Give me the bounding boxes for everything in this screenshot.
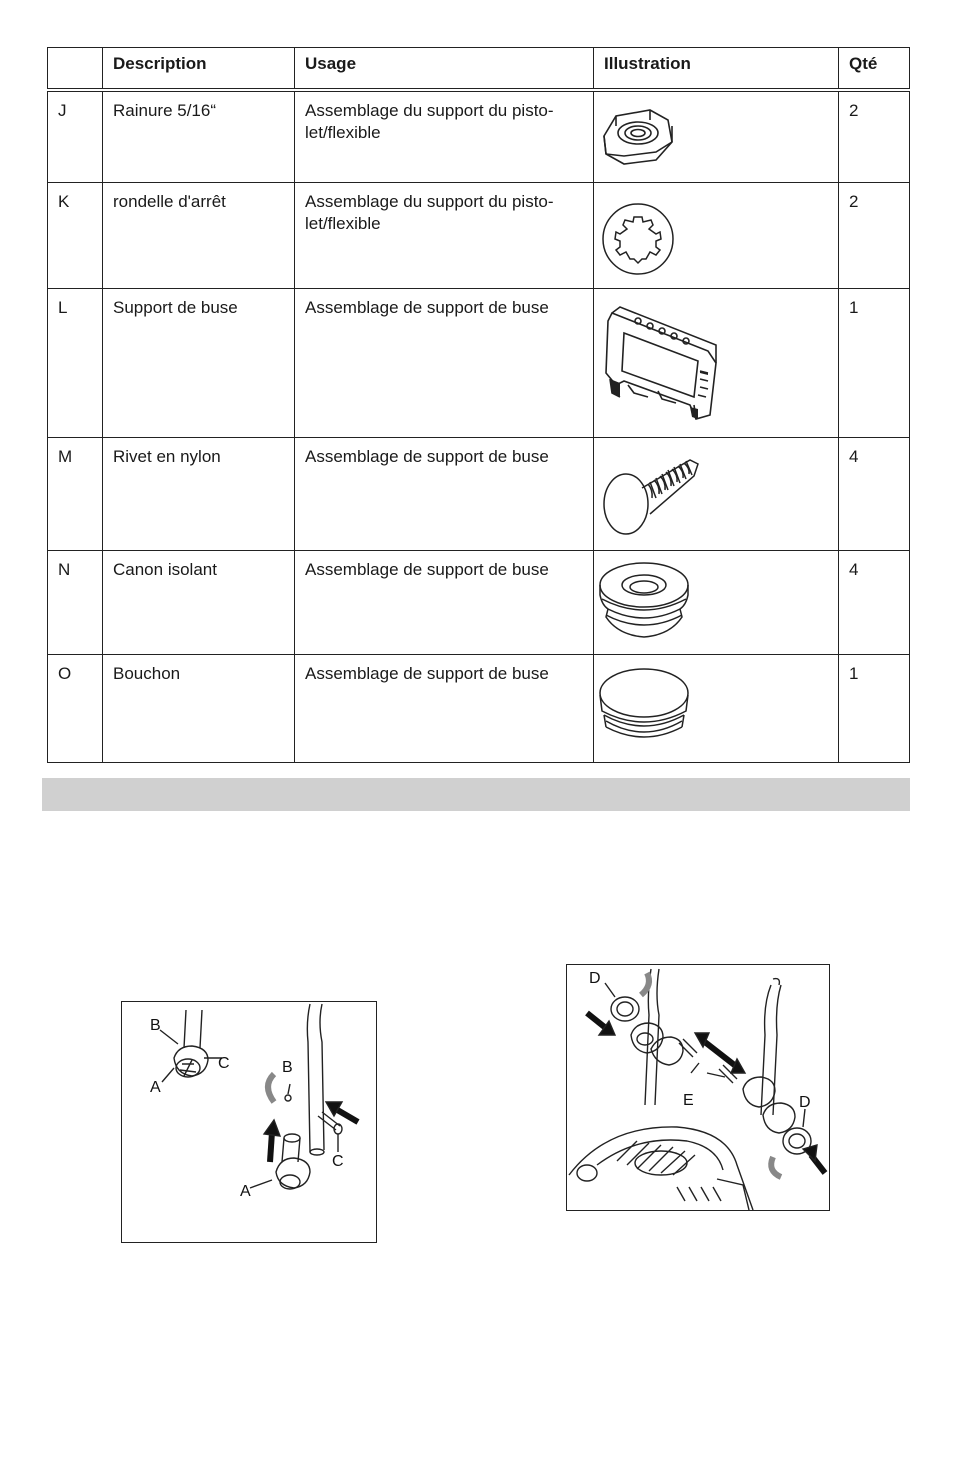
label-e: E [683, 1092, 694, 1109]
row-usage: Assemblage du support du pisto-let/flexible [295, 182, 594, 288]
assembly-figure-handle [121, 1001, 377, 1243]
label-b-mid: B [282, 1059, 293, 1076]
label-c-top: C [218, 1055, 230, 1072]
row-qty: 2 [839, 90, 910, 182]
row-description: Bouchon [103, 654, 295, 762]
nozzle-holder-icon [598, 293, 834, 433]
table-row [48, 654, 910, 762]
hex-nut-icon [598, 96, 834, 180]
section-heading-bar [42, 778, 910, 811]
row-letter: N [48, 550, 103, 654]
nylon-rivet-icon [598, 442, 834, 546]
row-letter: L [48, 288, 103, 437]
table-row [48, 182, 910, 288]
header-letter [48, 48, 103, 91]
row-description: Rainure 5/16“ [103, 90, 295, 182]
header-qty: Qté [839, 48, 910, 91]
row-qty: 4 [839, 437, 910, 550]
row-letter: M [48, 437, 103, 550]
row-illustration [594, 654, 839, 762]
assembly-figure-knob [566, 964, 830, 1211]
header-description: Description [103, 48, 295, 91]
table-header-row [48, 48, 910, 91]
row-usage: Assemblage de support de buse [295, 550, 594, 654]
header-illustration: Illustration [594, 48, 839, 91]
table-row [48, 288, 910, 437]
row-illustration [594, 437, 839, 550]
row-illustration [594, 550, 839, 654]
row-qty: 1 [839, 288, 910, 437]
grommet-icon [598, 555, 834, 651]
row-description: Rivet en nylon [103, 437, 295, 550]
row-illustration [594, 288, 839, 437]
label-c-mid: C [332, 1153, 344, 1170]
end-cap-icon [598, 659, 834, 759]
row-illustration [594, 182, 839, 288]
row-usage: Assemblage de support de buse [295, 288, 594, 437]
row-description: Canon isolant [103, 550, 295, 654]
row-description: rondelle d'arrêt [103, 182, 295, 288]
knob-assembly-drawing [567, 965, 829, 1210]
row-usage: Assemblage du support du pisto-let/flexible [295, 90, 594, 182]
row-letter: O [48, 654, 103, 762]
label-d-top: D [589, 970, 601, 987]
row-illustration [594, 90, 839, 182]
label-a-bottom: A [240, 1183, 251, 1200]
row-qty: 4 [839, 550, 910, 654]
row-qty: 1 [839, 654, 910, 762]
row-letter: K [48, 182, 103, 288]
header-usage: Usage [295, 48, 594, 91]
table-row [48, 550, 910, 654]
label-b-top: B [150, 1017, 161, 1034]
table-row [48, 437, 910, 550]
handle-assembly-drawing [122, 1002, 376, 1242]
table-row [48, 90, 910, 182]
row-qty: 2 [839, 182, 910, 288]
row-usage: Assemblage de support de buse [295, 437, 594, 550]
parts-table [47, 47, 910, 763]
row-description: Support de buse [103, 288, 295, 437]
label-d-right: D [799, 1094, 811, 1111]
row-usage: Assemblage de support de buse [295, 654, 594, 762]
label-a-top: A [150, 1079, 161, 1096]
row-letter: J [48, 90, 103, 182]
lock-washer-icon [598, 187, 834, 285]
